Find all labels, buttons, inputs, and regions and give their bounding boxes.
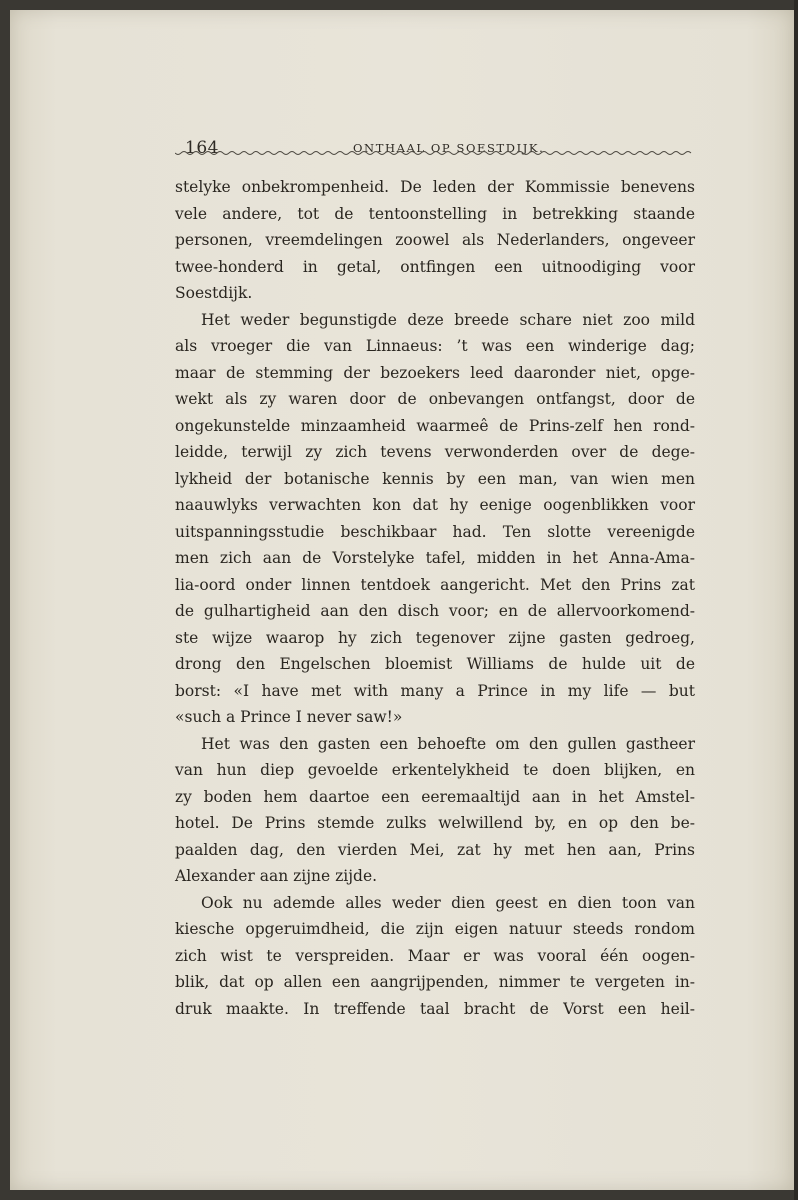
text-line: zy boden hem daartoe een eeremaaltijd aan in het Amstel- [175, 787, 695, 806]
text-line: blik, dat op allen een aangrijpenden, nimmer te vergeten in- [175, 973, 695, 991]
text-line: ste wijze waarop hy zich tegenover zijne gasten gedroeg, [175, 628, 695, 647]
text-line: Het weder begunstigde deze breede schare niet zoo mild [201, 310, 695, 329]
text-line: Het was den gasten een behoefte om den gullen gastheer [201, 734, 695, 753]
running-title: ONTHAAL OP SOESTDIJK. [353, 141, 545, 155]
text-line: stelyke onbekrompenheid. De leden der Kommissie benevens [175, 178, 695, 196]
text-line: Soestdijk. [175, 284, 253, 302]
text-line: twee-honderd in getal, ontfingen een uitnoodiging voor [175, 257, 695, 276]
text-line: van hun diep gevoelde erkentelykheid te doen blijken, en [175, 761, 695, 779]
text-line: leidde, terwijl zy zich tevens verwonderden over de dege- [175, 443, 695, 461]
page-edge-shadow [794, 0, 798, 1200]
text-line: de gulhartigheid aan den disch voor; en de allervoorkomend- [175, 602, 695, 620]
text-line: vele andere, tot de tentoonstelling in betrekking staande [175, 204, 695, 223]
text-line: drong den Engelschen bloemist Williams de hulde uit de [175, 655, 695, 673]
text-line: lia-oord onder linnen tentdoek aangericht. Met den Prins zat [175, 575, 695, 594]
text-line: paalden dag, den vierden Mei, zat hy met hen aan, Prins [175, 840, 695, 859]
text-line: Alexander aan zijne zijde. [175, 867, 378, 885]
text-line: lykheid der botanische kennis by een man, van wien men [175, 469, 695, 488]
text-line: naauwlyks verwachten kon dat hy eenige oogenblikken voor [175, 496, 695, 514]
page-number: 164 [185, 138, 219, 158]
text-line: «such a Prince I never saw!» [175, 708, 403, 726]
text-line: uitspanningsstudie beschikbaar had. Ten slotte vereenigde [175, 522, 695, 541]
text-line: ongekunstelde minzaamheid waarmeê de Prins-zelf hen rond- [175, 416, 695, 435]
text-line: Ook nu ademde alles weder dien geest en dien toon van [201, 893, 695, 912]
text-line: borst: «I have met with many a Prince in my life — but [175, 681, 695, 700]
text-line: druk maakte. In treffende taal bracht de Vorst een heil- [175, 999, 695, 1018]
text-line: maar de stemming der bezoekers leed daaronder niet, opge- [175, 363, 695, 382]
text-line: wekt als zy waren door de onbevangen ontfangst, door de [175, 390, 695, 408]
ornamental-rule [175, 149, 695, 159]
text-line: als vroeger die van Linnaeus: ’t was een winderige dag; [175, 337, 695, 355]
text-line: hotel. De Prins stemde zulks welwillend by, en op den be- [175, 814, 695, 832]
text-line: men zich aan de Vorstelyke tafel, midden in het Anna-Ama- [175, 549, 695, 567]
text-line: kiesche opgeruimdheid, die zijn eigen natuur steeds rondom [175, 920, 695, 938]
body-text [175, 174, 695, 1022]
text-line: personen, vreemdelingen zoowel als Nederlanders, ongeveer [175, 231, 695, 249]
text-line: zich wist te verspreiden. Maar er was vooral één oogen- [175, 946, 695, 965]
